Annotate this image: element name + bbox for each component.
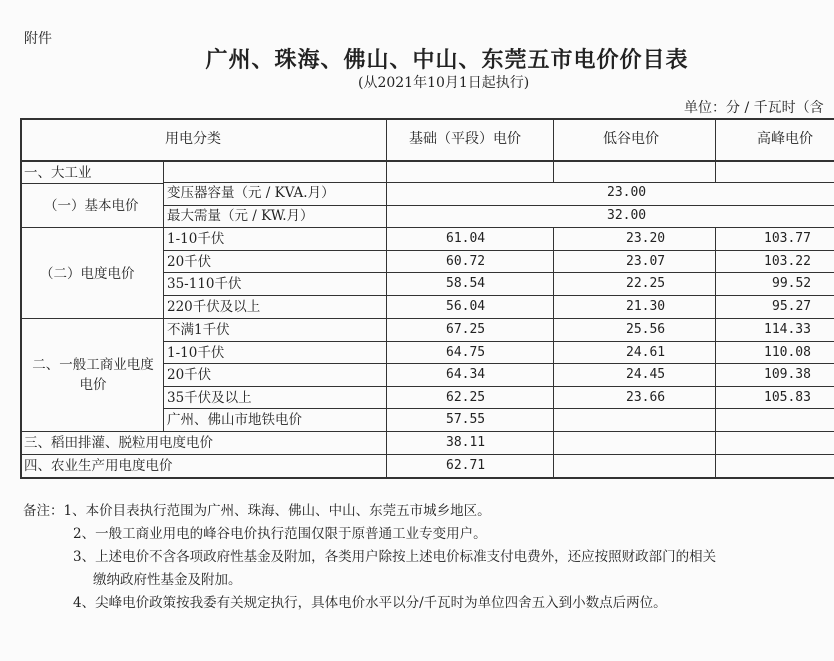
table-col-rule [386, 118, 387, 477]
cell-low: 23.20 [626, 231, 666, 246]
cell-low: 24.45 [626, 367, 666, 382]
cell-low: 25.56 [626, 322, 666, 337]
value-transformer: 23.00 [607, 185, 647, 200]
row-label: 1-10千伏 [167, 345, 225, 361]
note-line: 2、一般工商业用电的峰谷电价执行范围仅限于原普通工业专变用户。 [73, 526, 487, 542]
table-col-rule [553, 227, 554, 477]
section-large-industry: 一、大工业 [24, 165, 92, 181]
table-border-bottom [20, 477, 834, 479]
attachment-label: 附件 [24, 31, 52, 47]
note-line: 3、上述电价不含各项政府性基金及附加，各类用户除按上述电价标准支付电费外，还应按照财政部门的相关 [73, 549, 717, 565]
table-border-top [20, 118, 834, 120]
header-low-price: 低谷电价 [603, 131, 659, 147]
note-line: 4、尖峰电价政策按我委有关规定执行，具体电价水平以分/千瓦时为单位四舍五入到小数点后两位。 [73, 595, 667, 611]
section-general-commercial: 二、一般工商业电度电价 [32, 357, 154, 393]
table-rule [163, 205, 834, 206]
row-label-demand: 最大需量（元 / KW.月） [167, 208, 314, 224]
note-line: 备注：1、本价目表执行范围为广州、珠海、佛山、中山、东莞五市城乡地区。 [23, 503, 491, 519]
row-label: 35千伏及以上 [167, 390, 252, 406]
cell-low: 23.07 [626, 254, 666, 269]
table-rule [20, 227, 834, 228]
section-paddy: 三、稻田排灌、脱粒用电度电价 [24, 435, 213, 451]
row-label: 35-110千伏 [167, 276, 242, 292]
header-category: 用电分类 [165, 131, 221, 147]
row-label: 1-10千伏 [167, 231, 225, 247]
row-label-transformer: 变压器容量（元 / KVA.月） [167, 185, 335, 201]
cell-base: 64.75 [446, 345, 486, 360]
cell-base: 56.04 [446, 299, 486, 314]
cell-base: 67.25 [446, 322, 486, 337]
header-peak-price: 高峰电价 [757, 131, 813, 147]
cell-low: 22.25 [626, 276, 666, 291]
table-rule [163, 386, 834, 387]
unit-label: 单位：分 / 千瓦时（含 [684, 100, 824, 116]
table-col-rule [163, 160, 164, 431]
cell-base: 61.04 [446, 231, 486, 246]
table-rule [20, 454, 834, 455]
table-rule [163, 250, 834, 251]
page-title: 广州、珠海、佛山、中山、东莞五市电价价目表 [205, 47, 689, 73]
cell-base: 58.54 [446, 276, 486, 291]
cell-peak: 95.27 [772, 299, 812, 314]
table-rule [163, 341, 834, 342]
table-rule [163, 272, 834, 273]
cell-low: 23.66 [626, 390, 666, 405]
header-base-price: 基础（平段）电价 [409, 131, 521, 147]
table-rule [20, 431, 834, 432]
cell-base: 64.34 [446, 367, 486, 382]
cell-peak: 103.22 [764, 254, 811, 269]
cell-low: 21.30 [626, 299, 666, 314]
row-label: 220千伏及以上 [167, 299, 261, 315]
table-rule [163, 295, 834, 296]
row-label-metro: 广州、佛山市地铁电价 [167, 412, 302, 428]
value-demand: 32.00 [607, 208, 647, 223]
table-rule [163, 182, 834, 183]
section-energy-price: （二）电度电价 [40, 266, 135, 282]
cell-base: 60.72 [446, 254, 486, 269]
row-label: 不满1千伏 [167, 322, 230, 338]
page-subtitle: (从2021年10月1日起执行) [358, 75, 530, 91]
section-basic-price: （一）基本电价 [44, 198, 139, 214]
table-col-rule [553, 118, 554, 182]
table-col-rule [715, 227, 716, 477]
cell-base-paddy: 38.11 [446, 435, 486, 450]
cell-peak: 99.52 [772, 276, 812, 291]
section-agriculture: 四、农业生产用电度电价 [24, 458, 173, 474]
table-border-left [20, 118, 22, 478]
cell-base: 57.55 [446, 412, 486, 427]
cell-peak: 114.33 [764, 322, 811, 337]
note-line: 缴纳政府性基金及附加。 [93, 572, 242, 588]
row-label: 20千伏 [167, 254, 212, 270]
cell-peak: 105.83 [764, 390, 811, 405]
table-col-rule [715, 118, 716, 182]
table-rule [20, 160, 834, 162]
cell-peak: 109.38 [764, 367, 811, 382]
cell-peak: 110.08 [764, 345, 811, 360]
table-rule [20, 183, 163, 184]
table-rule [163, 363, 834, 364]
table-rule [163, 408, 834, 409]
cell-low: 24.61 [626, 345, 666, 360]
table-rule [20, 318, 834, 319]
cell-base: 62.25 [446, 390, 486, 405]
notes [23, 500, 716, 615]
row-label: 20千伏 [167, 367, 212, 383]
cell-peak: 103.77 [764, 231, 811, 246]
cell-base-agri: 62.71 [446, 458, 486, 473]
